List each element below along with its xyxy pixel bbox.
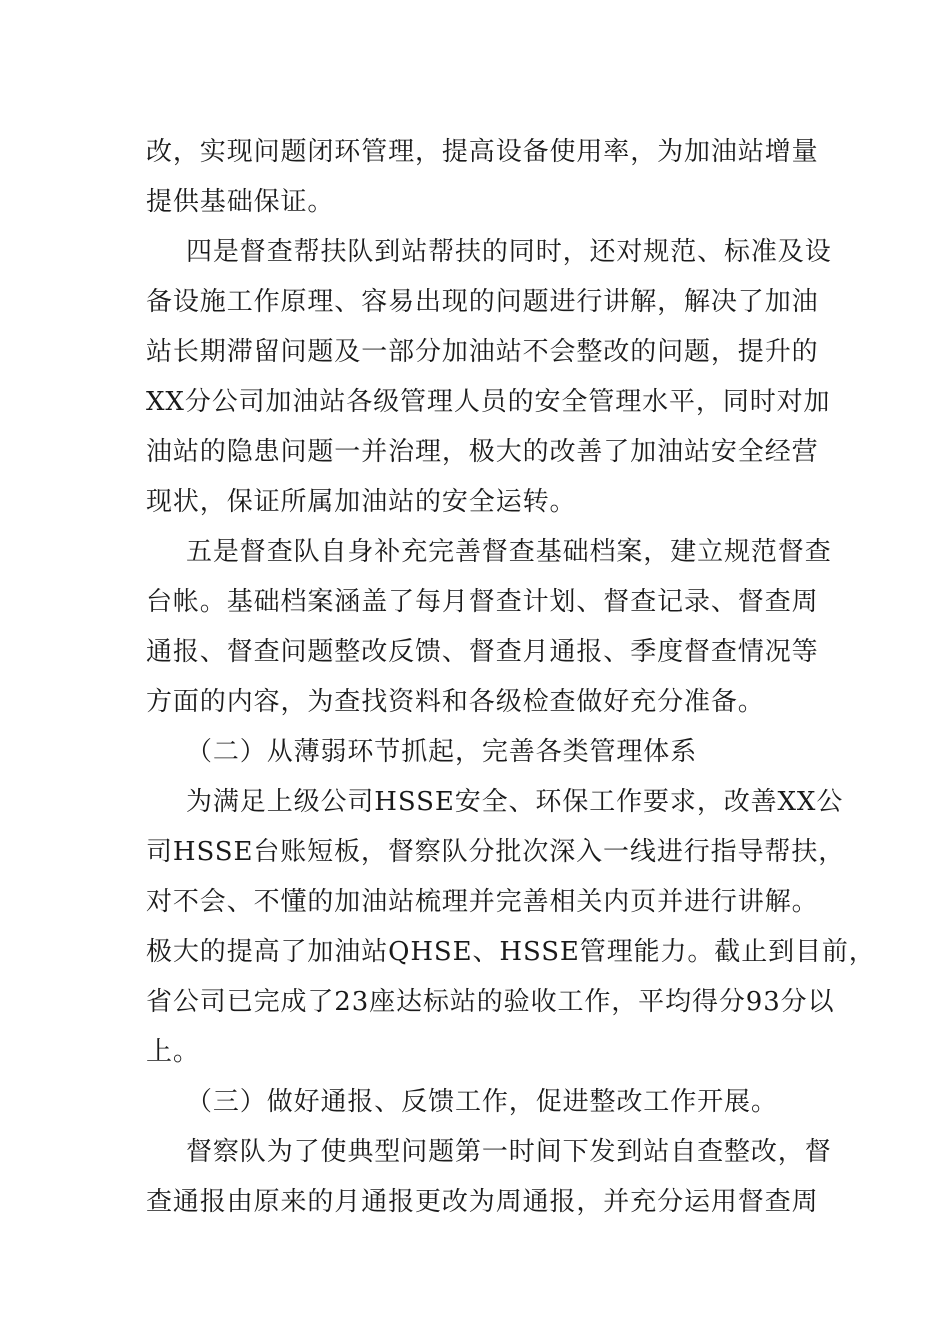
paragraph-line: 提供基础保证。 (146, 187, 335, 217)
paragraph-line: 五是督查队自身补充完善督查基础档案，建立规范督查 (186, 537, 832, 567)
paragraph-line: 对不会、不懂的加油站梳理并完善相关内页并进行讲解。 (146, 887, 819, 917)
paragraph-line: 通报、督查问题整改反馈、督查月通报、季度督查情况等 (146, 637, 819, 667)
paragraph-line: 方面的内容，为查找资料和各级检查做好充分准备。 (146, 687, 765, 717)
paragraph-line: 司HSSE台账短板，督察队分批次深入一线进行指导帮扶， (146, 837, 846, 867)
paragraph-line: XX分公司加油站各级管理人员的安全管理水平，同时对加 (146, 387, 831, 417)
paragraph-line: 上。 (146, 1037, 200, 1067)
paragraph-line: 现状，保证所属加油站的安全运转。 (146, 487, 577, 517)
paragraph-line: 省公司已完成了23座达标站的验收工作，平均得分93分以 (146, 987, 835, 1017)
paragraph-line: 台帐。基础档案涵盖了每月督查计划、督查记录、督查周 (146, 587, 819, 617)
paragraph-line: 极大的提高了加油站QHSE、HSSE管理能力。截止到目前， (146, 937, 876, 967)
paragraph-line: 油站的隐患问题一并治理，极大的改善了加油站安全经营 (146, 437, 819, 467)
paragraph-line: 站长期滞留问题及一部分加油站不会整改的问题，提升的 (146, 337, 819, 367)
paragraph-line: 备设施工作原理、容易出现的问题进行讲解，解决了加油 (146, 287, 819, 317)
section-heading: （二）从薄弱环节抓起，完善各类管理体系 (186, 737, 698, 767)
paragraph-line: 四是督查帮扶队到站帮扶的同时，还对规范、标准及设 (186, 237, 832, 267)
paragraph-line: 为满足上级公司HSSE安全、环保工作要求，改善XX公 (186, 787, 844, 817)
section-heading: （三）做好通报、反馈工作，促进整改工作开展。 (186, 1087, 778, 1117)
paragraph-line: 查通报由原来的月通报更改为周通报，并充分运用督查周 (146, 1187, 819, 1217)
paragraph-line: 改，实现问题闭环管理，提高设备使用率，为加油站增量 (146, 137, 819, 167)
paragraph-line: 督察队为了使典型问题第一时间下发到站自查整改，督 (186, 1137, 832, 1167)
